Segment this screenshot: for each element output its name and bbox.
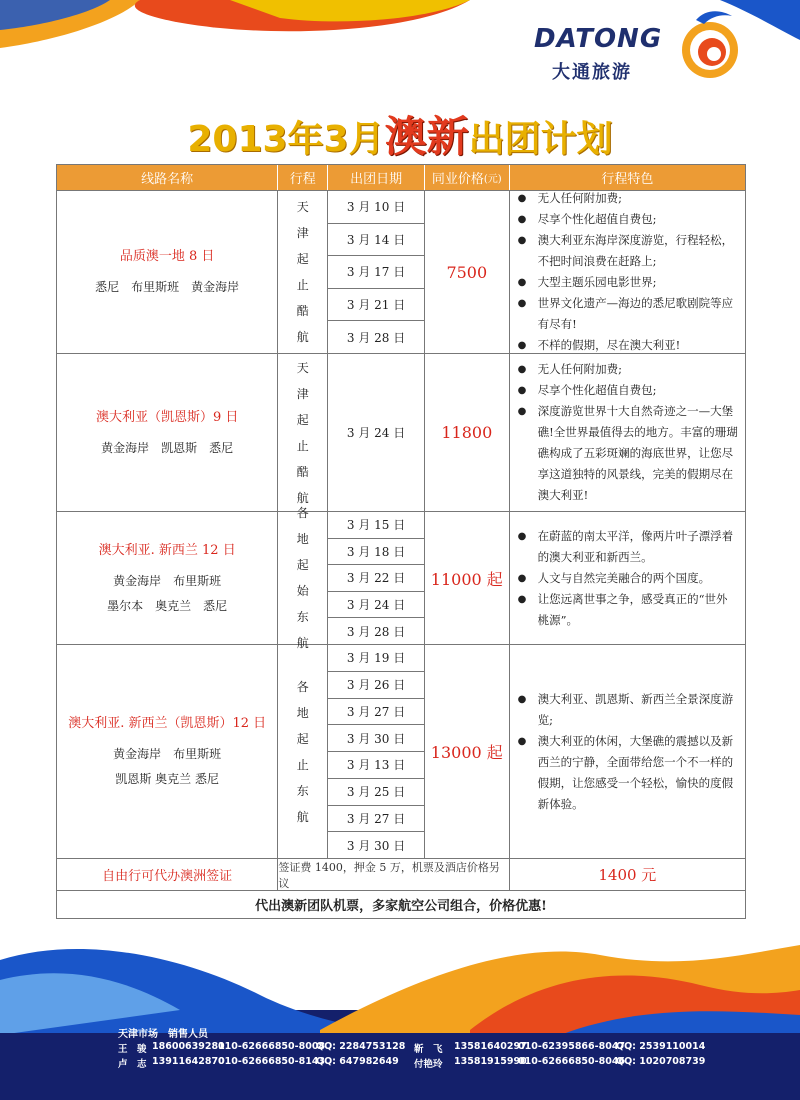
contact-tel: 010-62666850-8046 [518,1056,626,1067]
header-route: 线路名称 [57,165,278,190]
table-header-row [57,165,745,190]
feature-text: 大型主题乐园电影世界; [537,275,657,289]
trip-text: 天津起止酷航 [296,360,309,505]
title-plan: 出团计划 [468,119,613,160]
ticket-notice: 代出澳新团队机票，多家航空公司组合，价格优惠! [57,890,745,918]
feature-item [518,589,739,631]
logo-brand-text: DATONG [534,24,663,54]
feature-text: 澳大利亚、凯恩斯、新西兰全景深度游览; [537,691,734,727]
price-cell: 11800 [425,354,510,511]
page-title [0,104,800,164]
departure-date: 3 月 24 日 [328,592,424,619]
visa-row [57,858,745,890]
trip-text: 各地起止东航 [296,679,309,824]
route-cities: 黄金海岸 布里斯班 [113,573,222,588]
route-group [57,190,745,353]
contact-mobile: 13911642870 [152,1056,225,1067]
feature-item [518,401,739,506]
trip-cell [278,506,328,650]
route-cities: 黄金海岸 凯恩斯 悉尼 [101,440,234,455]
trip-cell [278,191,328,353]
departure-date: 3 月 24 日 [346,426,406,440]
trip-cell [278,354,328,511]
departure-date: 3 月 17 日 [328,256,424,289]
contact-mobile: 13581915990 [454,1056,527,1067]
feature-item [518,731,739,815]
route-cities: 凯恩斯 奥克兰 悉尼 [115,772,219,786]
features-cell [510,645,745,858]
departure-date: 3 月 30 日 [346,838,406,853]
route-group [57,644,745,858]
dates-cell [328,645,425,858]
departure-date: 3 月 13 日 [328,752,424,779]
contact-tel: 010-62666850-8143 [218,1056,326,1067]
datong-logo [530,6,790,86]
bullet-icon: ● [517,593,527,605]
contact-name: 靳 飞 [414,1044,443,1055]
departure-date: 3 月 30 日 [328,725,424,752]
trip-text: 各地起始东航 [296,506,309,650]
bullet-icon: ● [517,385,527,396]
feature-item [518,293,739,335]
route-cell [57,191,278,353]
departure-date: 3 月 15 日 [328,512,424,539]
feature-item [518,526,739,568]
feature-text: 深度游览世界十大自然奇迹之一—大堡礁!全世界最值得去的地方。丰富的珊瑚礁构成了五彩斑斓的海底世界，让您尽享这道独特的风景线，完美的假期尽在澳大利亚! [537,404,738,502]
feature-item [518,568,739,589]
route-cities: 黄金海岸 布里斯班 [113,747,222,761]
header-price [425,165,510,190]
feature-item [518,272,739,293]
bullet-icon: ● [517,214,527,225]
contact-mobile: 18600639281 [152,1041,225,1052]
departure-date: 3 月 21 日 [328,289,424,322]
header-dates: 出团日期 [328,165,425,190]
feature-text: 世界文化遗产—海边的悉尼歌剧院等应有尽有! [537,296,734,331]
contacts-title: 天津市场 销售人员 [118,1029,208,1040]
features-cell [510,354,745,511]
bullet-icon: ● [517,572,527,584]
route-group [57,353,745,511]
contact-name: 付艳玲 [414,1059,443,1070]
departure-date: 3 月 27 日 [328,806,424,833]
route-cell [57,512,278,644]
feature-item [518,209,739,230]
feature-text: 人文与自然完美融合的两个国度。 [537,570,711,585]
price-cell: 7500 [425,191,510,353]
bullet-icon: ● [517,235,527,246]
departure-date: 3 月 18 日 [328,539,424,566]
feature-text: 尽享个性化超值自费包; [537,212,657,226]
feature-item [518,689,739,731]
dates-cell [328,191,425,353]
title-destination: 澳新 [384,112,469,161]
contact-qq: QQ: 1020708739 [616,1056,706,1067]
route-cell [57,645,278,858]
bullet-icon: ● [517,277,527,288]
feature-text: 无人任何附加费; [537,191,623,205]
bullet-icon: ● [517,693,527,705]
contact-qq: QQ: 2284753128 [316,1041,406,1052]
sales-contacts [0,1015,800,1100]
route-group [57,506,745,650]
bullet-icon: ● [517,340,527,351]
price-cell: 11000 起 [425,512,510,644]
departure-date: 3 月 27 日 [328,699,424,726]
departure-date: 3 月 14 日 [328,224,424,257]
feature-item [518,230,739,272]
bullet-icon: ● [517,193,527,204]
contact-qq: QQ: 2539110014 [616,1041,706,1052]
bullet-icon: ● [517,298,527,309]
feature-text: 澳大利亚的休闲，大堡礁的震撼以及新西兰的宁静，全面带给您一个不一样的假期，让您感受一个轻松，愉快的度假新体验。 [537,733,734,811]
feature-text: 让您远离世事之争，感受真正的“世外桃源”。 [537,591,728,627]
title-date: 2013年3月 [187,119,385,160]
visa-price: 1400 元 [598,866,657,884]
bullet-icon: ● [517,364,527,375]
contact-name: 王 骏 [118,1044,147,1055]
swirl-logo-icon [676,6,746,86]
header-trip: 行程 [278,165,328,190]
departure-date: 3 月 25 日 [328,779,424,806]
visa-note: 签证费 1400，押金 5 万，机票及酒店价格另议 [278,859,509,890]
departure-date: 3 月 28 日 [346,330,406,345]
header-price-unit: (元) [483,174,502,185]
contact-name: 卢 志 [118,1059,147,1070]
contact-qq: QQ: 647982649 [316,1056,399,1067]
route-cities: 悉尼 布里斯班 黄金海岸 [95,280,240,294]
feature-text: 澳大利亚东海岸深度游览，行程轻松，不把时间浪费在赶路上; [537,233,734,268]
route-name: 澳大利亚. 新西兰（凯恩斯）12 日 [68,716,267,731]
bullet-icon: ● [517,735,527,747]
header-features: 行程特色 [601,172,654,187]
feature-text: 无人任何附加费; [537,362,623,376]
trip-cell [278,645,328,858]
feature-item [518,188,739,209]
route-name: 澳大利亚. 新西兰 12 日 [98,542,236,558]
bullet-icon: ● [517,406,527,417]
feature-item [518,380,739,401]
contact-tel: 010-62666850-8008 [218,1041,326,1052]
departure-date: 3 月 10 日 [328,191,424,224]
features-cell [510,512,745,644]
logo-brand-cn: 大通旅游 [552,62,632,83]
visa-label: 自由行可代办澳洲签证 [57,859,278,890]
feature-item [518,335,739,356]
departure-date: 3 月 26 日 [328,672,424,699]
trip-text: 天津起止酷航 [296,200,309,344]
contact-mobile: 13581640297 [454,1041,527,1052]
dates-cell [328,512,425,644]
feature-item [518,359,739,380]
departure-date: 3 月 28 日 [346,624,406,639]
departure-date: 3 月 19 日 [328,645,424,672]
route-cities: 墨尔本 奥克兰 悉尼 [107,598,228,613]
route-cell [57,354,278,511]
bullet-icon: ● [517,530,527,542]
route-name: 澳大利亚（凯恩斯）9 日 [95,409,239,425]
feature-text: 不样的假期，尽在澳大利亚! [537,338,681,352]
route-name: 品质澳一地 8 日 [119,249,215,264]
header-price-label: 同业价格 [431,172,484,187]
tour-schedule-table [56,164,746,919]
feature-text: 在蔚蓝的南太平洋，像两片叶子漂浮着的澳大利亚和新西兰。 [537,528,734,564]
price-cell: 13000 起 [425,645,510,858]
departure-date: 3 月 22 日 [328,565,424,592]
features-cell [510,191,745,353]
feature-text: 尽享个性化超值自费包; [537,383,657,397]
dates-cell [328,354,425,511]
contact-tel: 010-62395866-8047 [518,1041,626,1052]
